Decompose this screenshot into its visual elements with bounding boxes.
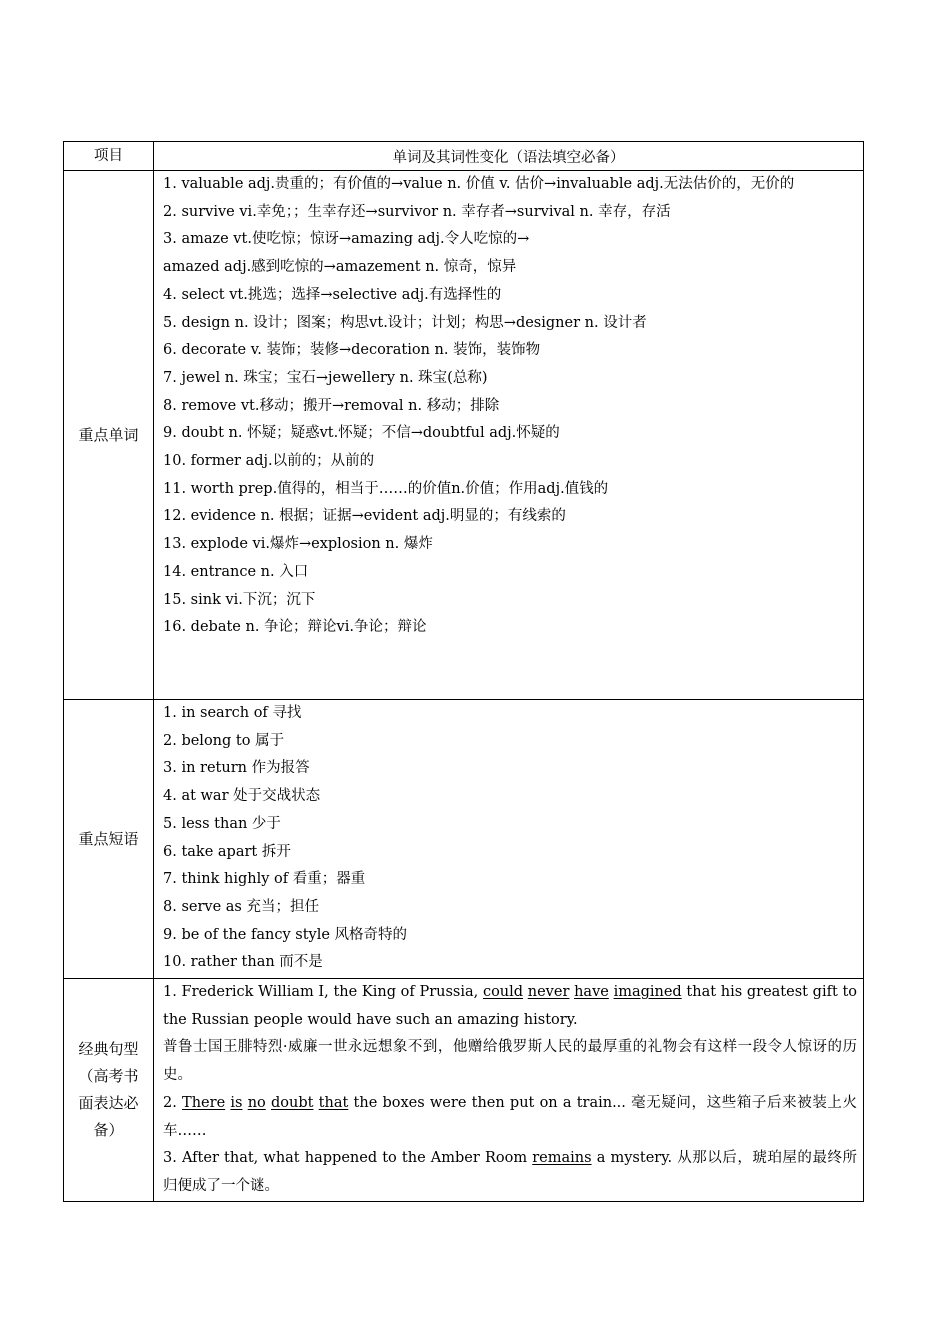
word-item: 7. jewel n. 珠宝；宝石→jewellery n. 珠宝(总称) [163,369,488,386]
word-item: 1. valuable adj.贵重的；有价值的→value n. 价值 v. 估价→invaluable adj.无法估价的，无价的 [163,176,795,192]
sentence-1-underline-have: have [574,984,609,1000]
phrase-item: 6. take apart 拆开 [163,843,291,860]
key-sentences-label-line: （高考书 [78,1067,139,1085]
sentence-1-post: that his greatest gift to the Russian people would have such an amazing history. [163,984,858,1028]
sentence-2 [163,1090,857,1145]
sentence-1 [163,979,857,1034]
word-item: 6. decorate v. 装饰；装修→decoration n. 装饰，装饰物 [163,342,541,359]
word-item: 3. amaze vt.使吃惊；惊讶→amazing adj.令人吃惊的→ [163,231,530,248]
key-words-cell [154,171,864,700]
word-item: 11. worth prep.值得的，相当于……的价值n.价值；作用adj.值钱的 [163,480,609,497]
word-item: 10. former adj.以前的；从前的 [163,453,375,470]
vocabulary-table [63,141,864,1202]
phrase-item: 10. rather than 而不是 [163,954,323,971]
phrase-item: 5. less than 少于 [163,815,281,832]
word-item: 9. doubt n. 怀疑；疑惑vt.怀疑；不信→doubtful adj.怀疑的 [163,425,560,442]
key-sentences-label [64,979,154,1202]
key-sentences-list [154,979,863,1201]
sentence-1-underline-never: never [527,984,570,1000]
sentence-1-translation: 普鲁士国王腓特烈·威廉一世永远想象不到，他赠给俄罗斯人民的最厚重的礼物会有这样一段令人惊讶的历史。 [163,1039,857,1084]
phrase-item: 1. in search of 寻找 [163,705,302,721]
sentence-1-underline-imagined: imagined [613,984,682,1000]
key-phrases-list [154,700,863,978]
key-sentences-label-line: 备） [93,1121,124,1139]
word-item: 13. explode vi.爆炸→explosion n. 爆炸 [163,536,433,553]
phrase-item: 2. belong to 属于 [163,732,285,749]
sentence-3 [163,1145,857,1200]
header-col-words: 单词及其词性变化（语法填空必备） [154,142,864,171]
phrase-item: 9. be of the fancy style 风格奇特的 [163,926,408,943]
sentence-2-underline-is: is [230,1094,243,1111]
sentence-2-underline-doubt: doubt [270,1094,314,1111]
key-phrases-cell [154,700,864,979]
word-item: 16. debate n. 争论；辩论vi.争论；辩论 [163,619,427,636]
word-item: 5. design n. 设计；图案；构思vt.设计；计划；构思→designer n. 设计者 [163,314,647,331]
phrase-item: 8. serve as 充当；担任 [163,898,319,915]
key-words-list [154,171,863,699]
key-phrases-row [64,700,864,979]
key-words-label: 重点单词 [64,171,154,700]
header-col-item: 项目 [64,142,154,171]
sentence-3-post: a mystery. 从那以后，琥珀屋的最终所归便成了一个谜。 [163,1150,858,1194]
sentence-2-underline-there: There [182,1094,226,1111]
header-row [64,142,864,171]
word-item: 4. select vt.挑选；选择→selective adj.有选择性的 [163,286,502,303]
sentence-1-pre: 1. Frederick William I, the King of Prussia, [163,984,483,1000]
word-item: 12. evidence n. 根据；证据→evident adj.明显的；有线索的 [163,508,566,525]
word-item: 15. sink vi.下沉；沉下 [163,591,316,608]
sentence-3-underline-remains: remains [532,1150,592,1167]
phrase-item: 7. think highly of 看重；器重 [163,871,366,888]
key-phrases-label: 重点短语 [64,700,154,979]
sentence-2-underline-no: no [247,1094,266,1111]
phrase-item: 3. in return 作为报答 [163,760,310,777]
phrase-item: 4. at war 处于交战状态 [163,788,321,805]
sentence-1-underline-could: could [482,984,524,1000]
word-item: 14. entrance n. 入口 [163,563,309,580]
sentence-3-pre: 3. After that, what happened to the Amber Room [163,1150,533,1167]
word-item: 2. survive vi.幸免；；生幸存还→survivor n. 幸存者→survival n. 幸存，存活 [163,203,671,220]
word-item: 8. remove vt.移动；搬开→removal n. 移动；排除 [163,397,500,414]
key-sentences-label-line: 经典句型 [78,1040,139,1058]
sentence-2-pre: 2. [163,1094,183,1111]
key-words-row [64,171,864,700]
key-sentences-cell [154,979,864,1202]
word-item: amazed adj.感到吃惊的→amazement n. 惊奇，惊异 [163,259,517,276]
key-sentences-row [64,979,864,1202]
key-sentences-label-line: 面表达必 [78,1094,139,1112]
sentence-2-underline-that: that [318,1094,349,1111]
sentence-2-post: the boxes were then put on a train... 毫无疑问，这些箱子后来被装上火车…… [163,1094,858,1139]
